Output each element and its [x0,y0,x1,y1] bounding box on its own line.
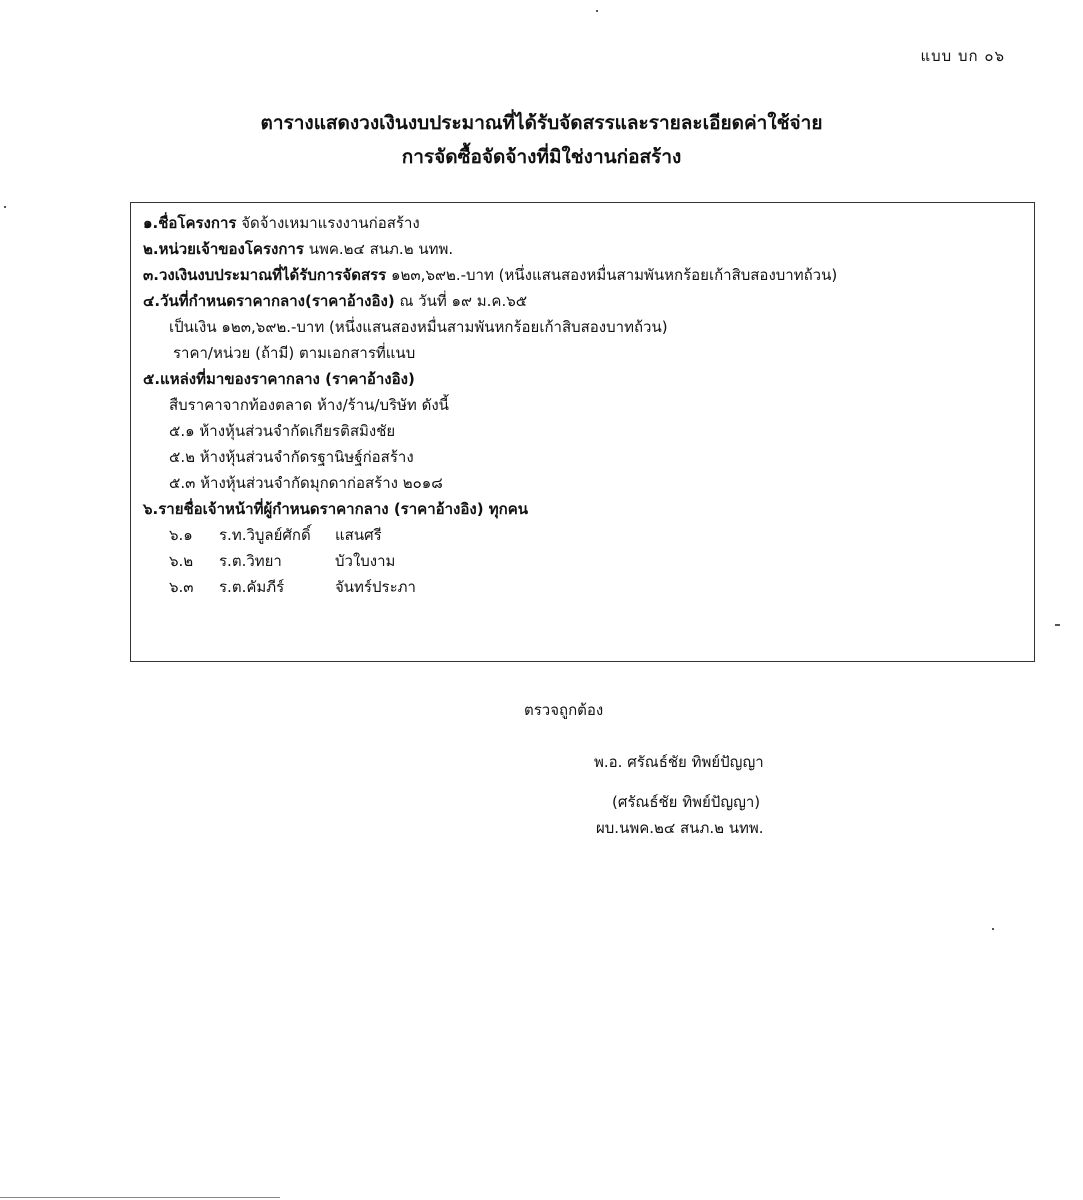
officer-number: ๖.๒ [169,552,194,570]
price-source-label: ๕.แหล่งที่มาของราคากลาง (ราคาอ้างอิง) [143,370,415,388]
officer-name: ร.ท.วิบูลย์ศักดิ์ [219,526,311,544]
scan-edge-line [0,1197,280,1198]
scan-speck [1055,624,1060,626]
scan-speck [4,206,6,208]
project-name-row [143,211,420,235]
officer-surname: แสนศรี [335,526,382,544]
signer-name-parenthesized: (ศรัณธ์ชัย ทิพย์ปัญญา) [612,793,761,811]
budget-value: ๑๒๓,๖๙๒.-บาท (หนึ่งแสนสองหมื่นสามพันหกร้อยเก้าสิบสองบาทถ้วน) [391,266,838,284]
reference-amount: เป็นเงิน ๑๒๓,๖๙๒.-บาท (หนึ่งแสนสองหมื่นสามพันหกร้อยเก้าสิบสองบาทถ้วน) [169,318,668,336]
officer-name: ร.ต.คัมภีร์ [219,578,285,596]
officer-surname: จันทร์ประภา [335,578,416,596]
owner-unit-row [143,237,453,261]
price-source-item-3: ๕.๓ ห้างหุ้นส่วนจำกัดมุกดาก่อสร้าง ๒๐๑๘ [169,474,443,492]
officers-label: ๖.รายชื่อเจ้าหน้าที่ผู้กำหนดราคากลาง (ราคาอ้างอิง) ทุกคน [143,500,529,518]
budget-label: ๓.วงเงินงบประมาณที่ได้รับการจัดสรร [143,266,387,284]
officer-number: ๖.๓ [169,578,194,596]
signer-name: พ.อ. ศรัณธ์ชัย ทิพย์ปัญญา [594,753,764,771]
details-box [130,202,1035,662]
project-name-value: จัดจ้างเหมาแรงงานก่อสร้าง [241,214,420,232]
unit-price-note: ราคา/หน่วย (ถ้ามี) ตามเอกสารที่แนบ [173,344,416,362]
price-source-item-2: ๕.๒ ห้างหุ้นส่วนจำกัดรฐานิษฐ์ก่อสร้าง [169,448,414,466]
signer-position: ผบ.นพค.๒๔ สนภ.๒ นทพ. [596,819,764,837]
owner-unit-value: นพค.๒๔ สนภ.๒ นทพ. [308,240,454,258]
scan-speck [596,10,598,12]
reference-date-label: ๔.วันที่กำหนดราคากลาง(ราคาอ้างอิง) [143,292,395,310]
owner-unit-label: ๒.หน่วยเจ้าของโครงการ [143,240,304,258]
reference-date-value: ณ วันที่ ๑๙ ม.ค.๖๕ [399,292,528,310]
price-source-intro: สืบราคาจากท้องตลาด ห้าง/ร้าน/บริษัท ดังนี้ [169,396,449,414]
project-name-label: ๑.ชื่อโครงการ [143,214,237,232]
price-source-item-1: ๕.๑ ห้างหุ้นส่วนจำกัดเกียรติสมิงชัย [169,422,396,440]
officer-name: ร.ต.วิทยา [219,552,282,570]
price-source-row [143,367,415,391]
form-code: แบบ บก ๐๖ [920,47,1005,65]
reference-date-row [143,289,527,313]
officer-surname: บัวใบงาม [335,552,396,570]
verified-text: ตรวจถูกต้อง [524,701,604,719]
officer-row [169,575,416,599]
officer-row [169,549,395,573]
officer-row [169,523,382,547]
officers-row [143,497,528,521]
document-title: ตารางแสดงวงเงินงบประมาณที่ได้รับจัดสรรและรายละเอียดค่าใช้จ่าย [260,112,823,134]
budget-row [143,263,837,287]
officer-number: ๖.๑ [169,526,193,544]
scan-speck [992,928,994,930]
document-subtitle: การจัดซื้อจัดจ้างที่มิใช่งานก่อสร้าง [401,146,682,168]
